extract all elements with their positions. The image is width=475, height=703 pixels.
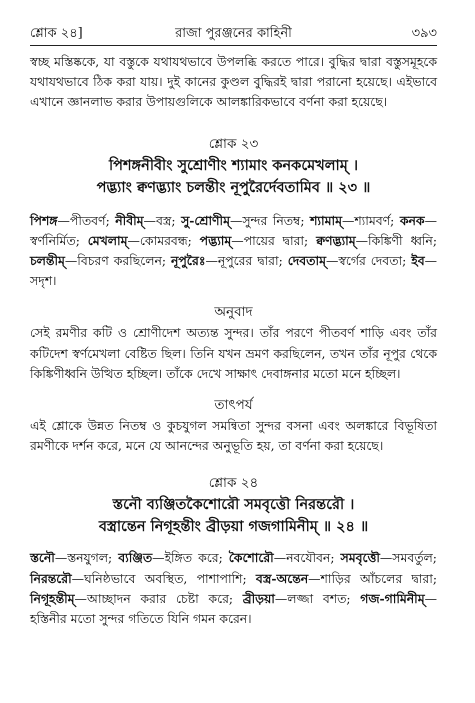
header-rule <box>30 45 437 46</box>
running-header <box>30 24 437 44</box>
synonym-meaning: স্বর্ণনির্মিত <box>30 232 76 248</box>
synonym-meaning: নবযৌবন <box>286 550 331 566</box>
synonym-word: ক্বণদ্ভ্যাম্ <box>316 232 356 248</box>
synonym-meaning: পায়ের দ্বারা <box>243 232 305 248</box>
synonym-meaning: নূপুরের দ্বারা <box>217 253 279 269</box>
verse-24-line: বস্ত্রান্তেন নিগূহন্তীং ব্রীড়য়া গজগামিনীম্ ॥ ২৪ ॥ <box>98 518 369 536</box>
verse-24-heading: শ্লোক ২৪ <box>208 475 259 492</box>
verse-24-synonyms: স্তনৌ—স্তনযুগল; ব্যঞ্জিত—ইঙ্গিত করে; কৈশোরৌ—নবযৌবন; সমবৃত্তৌ—সমবর্তুল; নিরন্তরৌ—ঘনিষ্ঠভাবে অবস্থিত, পাশাপাশি; বস্ত্র-অন্তেন—শাড়ির আঁচলের দ্বারা; নিগূহন্তীম্—আচ্ছাদন করার চেষ্টা করে; ব্রীড়য়া—লজ্জা বশত; গজ-গামিনীম্—হস্তিনীর মতো সুন্দর গতিতে যিনি গমন করেন। <box>30 550 437 627</box>
synonym-word: স্তনৌ <box>30 550 55 566</box>
synonym-meaning: কোমরবন্ধ <box>139 232 188 248</box>
synonym-word: মেখলাম্ <box>87 232 128 248</box>
intro-line: হয়েছে। এইভাবে এখানে জ্ঞানলাভ করার উপায়গুলিকে আলঙ্কারিকভাবে বর্ণনা <box>30 74 437 110</box>
page-number: ৩৯৩ <box>411 26 437 41</box>
synonym-word: কৈশোরৌ <box>228 550 274 566</box>
synonym-word: গজ-গামিনীম্ <box>360 590 425 606</box>
synonym-meaning: শ্যামবর্ণ <box>354 212 391 228</box>
verse-23-translation: সেই রমণীর কটি ও শ্রোণীদেশ অত্যন্ত সুন্দর। তাঁর পরণে পীতবর্ণ শাড়ি এবং তাঁর কটিদেশ স্বর্ণমেখলা বেষ্টিত ছিল। তিনি যখন ভ্রমণ করছিলেন, তখন তাঁর নূপুর থেকে কিঙ্কিণীধ্বনি উত্থিত হচ্ছিল। তাঁকে দেখে সাক্ষাৎ দেবাঙ্গনার মতো মনে হচ্ছিল। <box>30 325 437 381</box>
verse-24-line: স্তনৌ ব্যঞ্জিতকৈশোরৌ সমবৃত্তৌ নিরন্তরৌ । <box>112 496 355 514</box>
synonym-word: সমবৃত্তৌ <box>340 550 380 566</box>
synonym-meaning: পীতবর্ণ <box>69 212 106 228</box>
verse-23-synonyms: পিশঙ্গ—পীতবর্ণ; নীবীম্—বস্ত্র; সু-শ্রোণীম্—সুন্দর নিতম্ব; শ্যামাম্—শ্যামবর্ণ; কনক—স্বর্ণনির্মিত; মেখলাম্—কোমরবন্ধ; পদ্ভ্যাম্—পায়ের দ্বারা; ক্বণদ্ভ্যাম্—কিঙ্কিণী ধ্বনি; চলন্তীম্—বিচরণ করছিলেন; নূপুরৈঃ—নূপুরের দ্বারা; দেবতাম্—স্বর্গের দেবতা; ইব—সদৃশ। <box>30 212 438 289</box>
synonym-word: পিশঙ্গ <box>30 212 58 228</box>
synonym-word: কনক <box>399 212 425 228</box>
synonym-word: বস্ত্র-অন্তেন <box>255 570 309 586</box>
verse-23-line: পিশঙ্গনীবীং সুশ্রোণীং শ্যামাং কনকমেখলাম্ । <box>108 156 359 174</box>
verse-23-line: পদ্ভ্যাং ক্বণদ্ভ্যাং চলন্তীং নূপুরৈর্দেবতামিব ॥ ২৩ ॥ <box>96 178 371 196</box>
synonym-word: নিগূহন্তীম্ <box>30 590 75 606</box>
synonym-meaning: কিঙ্কিণী ধ্বনি <box>368 232 433 248</box>
synonym-word: দেবতাম্ <box>287 253 326 269</box>
page-body <box>30 52 437 629</box>
synonym-meaning: স্তনযুগল <box>67 550 109 566</box>
synonym-meaning: ঘনিষ্ঠভাবে অবস্থিত, পাশাপাশি <box>84 570 243 586</box>
synonym-word: নীবীম্ <box>115 212 144 228</box>
synonym-meaning: সুন্দর নিতম্ব <box>242 212 301 228</box>
synonym-meaning: শাড়ির আঁচলের দ্বারা <box>320 570 433 586</box>
synonym-meaning: সদৃশ <box>30 273 53 289</box>
synonym-word: ব্রীড়য়া <box>242 590 275 606</box>
synonym-meaning: হস্তিনীর মতো সুন্দর গতিতে যিনি গমন করেন <box>30 611 248 627</box>
verse-23-translation-heading: অনুবাদ <box>214 304 253 321</box>
synonym-meaning: আচ্ছাদন করার চেষ্টা করে <box>86 590 229 606</box>
synonym-word: শ্যামাম্ <box>310 212 342 228</box>
synonym-word: নিরন্তরৌ <box>30 570 72 586</box>
synonym-meaning: স্বর্গের দেবতা <box>338 253 403 269</box>
synonym-meaning: বস্ত্র <box>155 212 172 228</box>
synonym-word: চলন্তীম্ <box>30 253 65 269</box>
synonym-meaning: সমবর্তুল <box>392 550 433 566</box>
intro-paragraph <box>30 52 437 113</box>
verse-23-purport: এই শ্লোকে উন্নত নিতম্ব ও কুচযুগল সমন্বিতা সুন্দর বসনা এবং অলঙ্কারে বিভূষিতা রমণীকে দর্শন করে, মনে যে আনন্দের অনুভূতি হয়, তা বর্ণনা করা হয়েছে। <box>30 418 437 454</box>
synonym-word: ব্যঞ্জিত <box>118 550 153 566</box>
synonym-meaning: লজ্জা বশত <box>287 590 347 606</box>
verse-23-heading: শ্লোক ২৩ <box>208 135 259 152</box>
synonym-word: পদ্ভ্যাম্ <box>199 232 232 248</box>
synonym-word: ইব <box>411 253 425 269</box>
intro-line: করা হয়েছে। <box>328 94 388 110</box>
synonym-meaning: ইঙ্গিত করে <box>164 550 219 566</box>
intro-line: বস্তুসমূহকে যথাযথভাবে ঠিক করা যায়। দুই কানের কুণ্ডল বুদ্ধিরই দ্বারা পরানো <box>30 54 437 90</box>
synonym-word: নূপুরৈঃ <box>171 253 206 269</box>
verse-23-purport-heading: তাৎপর্য <box>214 397 253 414</box>
header-verse-ref: শ্লোক ২৪] <box>30 26 83 41</box>
synonym-meaning: বিচরণ করছিলেন <box>77 253 162 269</box>
synonym-word: সু-শ্রোণীম্ <box>181 212 230 228</box>
header-chapter-title: রাজা পুরঞ্জনের কাহিনী <box>175 26 292 41</box>
intro-line: স্বচ্ছ মস্তিষ্ককে, যা বস্তুকে যথাযথভাবে উপলব্ধি করতে পারে। বুদ্ধির দ্বারা <box>30 54 382 69</box>
